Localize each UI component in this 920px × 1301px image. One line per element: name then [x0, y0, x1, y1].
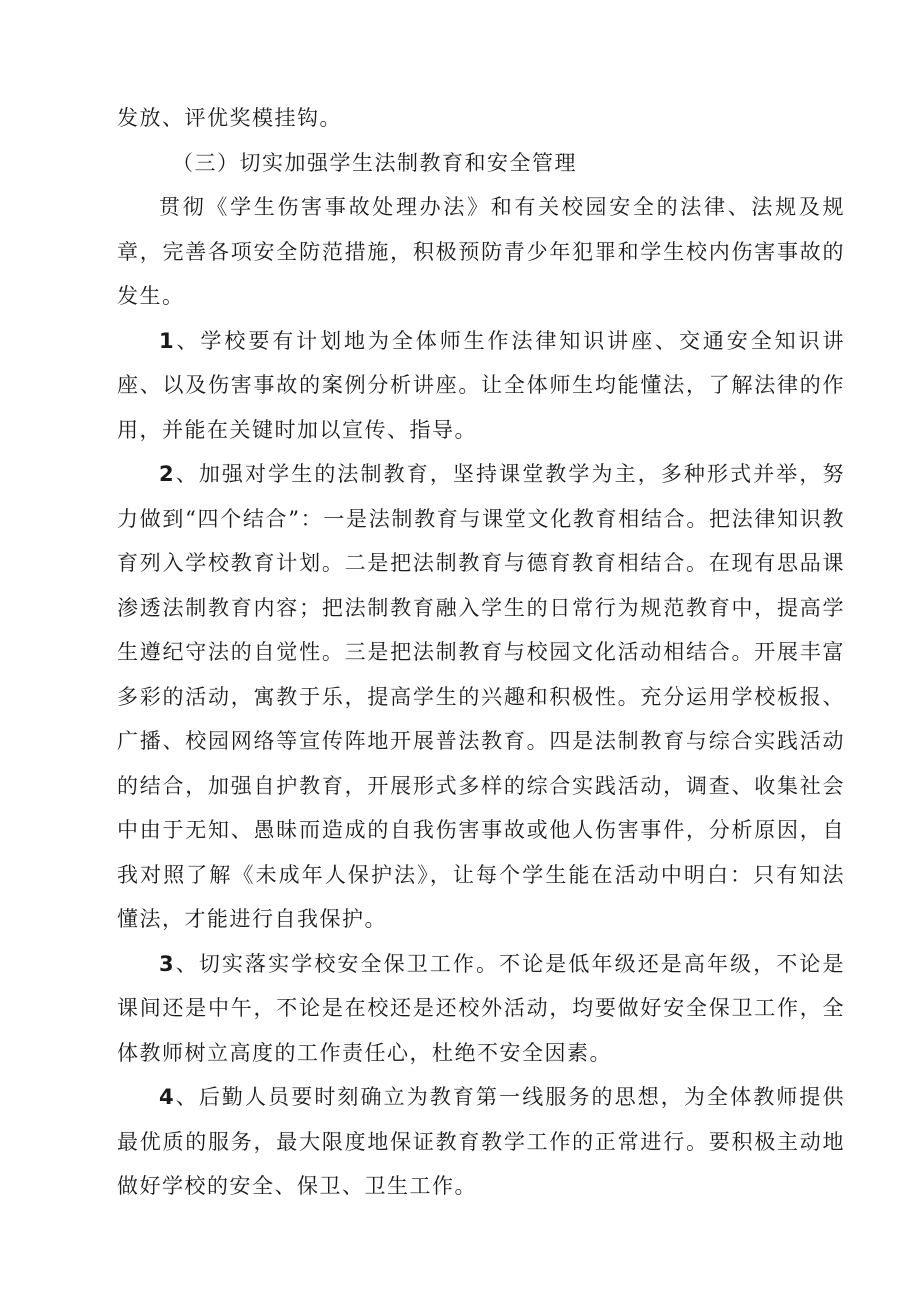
item-text: 、切实落实学校安全保卫工作。不论是低年级还是高年级，不论是课间还是中午，不论是在校还是还校外活动，均要做好安全保卫工作，全体教师树立高度的工作责任心，杜绝不安全因素。: [117, 951, 845, 1065]
list-item-3: [117, 942, 845, 1076]
item-text: 、学校要有计划地为全体师生作法律知识讲座、交通安全知识讲座、以及伤害事故的案例分析讲座。让全体师生均能懂法，了解法律的作用，并能在关键时加以宣传、指导。: [117, 328, 845, 442]
item-text: 、后勤人员要时刻确立为教育第一线服务的思想，为全体教师提供最优质的服务，最大限度地保证教育教学工作的正常进行。要积极主动地做好学校的安全、保卫、卫生工作。: [117, 1085, 845, 1198]
continuation-text: 发放、评优奖模挂钩。: [117, 106, 342, 130]
item-text: 、加强对学生的法制教育，坚持课堂教学为主，多种形式并举，努力做到“四个结合”：一是法制教育与课堂文化教育相结合。把法律知识教育列入学校教育计划。二是把法制教育与德育教育相结合。在现有思品课渗透法制教育内容；把法制教育融入学生的日常行为规范教育中，提高学生遵纪守法的自觉性。三是把法制教育与校园文化活动相结合。开展丰富多彩的活动，寓教于乐，提高学生的兴趣和积极性。充分运用学校板报、广播、校园网络等宣传阵地开展普法教育。四是法制教育与综合实践活动的结合，加强自护教育，开展形式多样的综合实践活动，调查、收集社会中由于无知、愚昧而造成的自我伤害事故或他人伤害事件，分析原因，自我对照了解《未成年人保护法》，让每个学生能在活动中明白：只有知法懂法，才能进行自我保护。: [117, 462, 845, 931]
item-number: 1: [159, 328, 176, 353]
list-item-2: [117, 452, 845, 942]
document-page: [117, 96, 845, 1209]
intro-paragraph: 贯彻《学生伤害事故处理办法》和有关校园安全的法律、法规及规章，完善各项安全防范措施，积极预防青少年犯罪和学生校内伤害事故的发生。: [117, 195, 845, 308]
item-number: 3: [159, 951, 176, 976]
item-number: 4: [159, 1085, 176, 1109]
list-item-4: [117, 1075, 845, 1209]
section-heading: （三）切实加强学生法制教育和安全管理: [172, 150, 577, 175]
list-item-1: [117, 319, 845, 453]
item-number: 2: [159, 462, 176, 486]
